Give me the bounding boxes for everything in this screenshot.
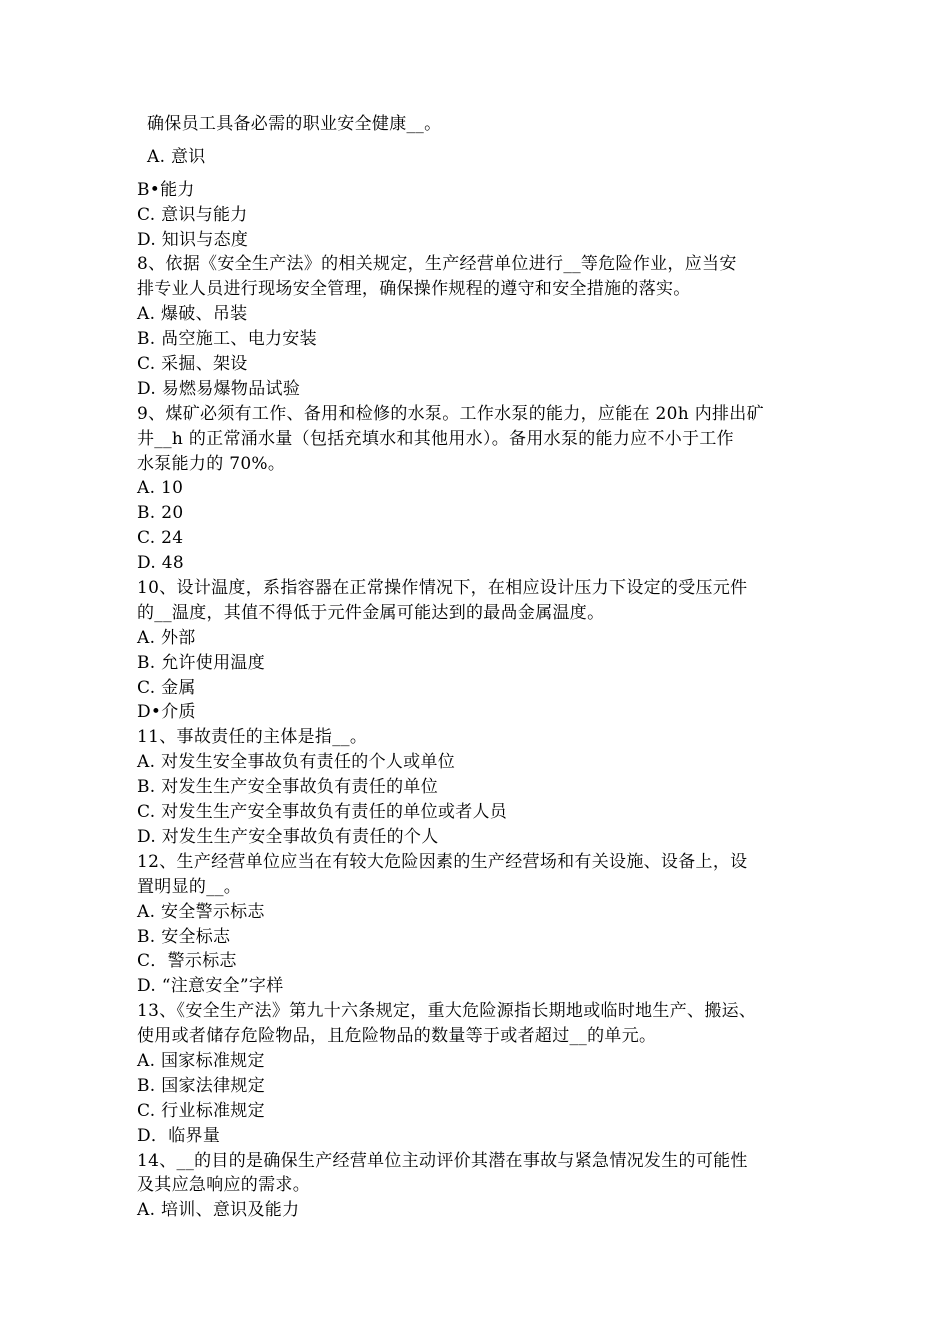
option-line: A. 外部 — [137, 627, 196, 648]
option-line: A. 对发生安全事故负有责任的个人或单位 — [137, 752, 456, 773]
question-line: 11、事故责任的主体是指__。 — [137, 727, 368, 748]
option-line: B. 安全标志 — [137, 926, 231, 947]
option-line: C. 采掘、架设 — [137, 354, 248, 375]
option-line: B. 20 — [137, 503, 184, 524]
option-line: C. 金属 — [137, 677, 196, 698]
option-line: C. 24 — [137, 528, 184, 549]
option-line: A. 爆破、吊装 — [137, 304, 248, 325]
question-line: 14、__的目的是确保生产经营单位主动评价其潜在事故与紧急情况发生的可能性 — [137, 1150, 748, 1171]
option-line: B. 允许使用温度 — [137, 652, 265, 673]
question-stem: 确保员工具备必需的职业安全健康__。 — [147, 114, 442, 134]
option-line: D．临界量 — [137, 1125, 221, 1146]
option-line: D•介质 — [137, 702, 196, 723]
option-line: A. 安全警示标志 — [137, 901, 265, 922]
document-body — [137, 112, 827, 1223]
question-line: 水泵能力的 70%。 — [137, 453, 286, 474]
option-line: A. 意识 — [147, 146, 206, 167]
question-line: 13、《安全生产法》第九十六条规定，重大危险源指长期地或临时地生产、搬运、 — [137, 1001, 757, 1022]
option-line: A. 10 — [137, 478, 184, 499]
option-line: A. 培训、意识及能力 — [137, 1200, 300, 1221]
question-line: 及其应急响应的需求。 — [137, 1175, 310, 1196]
option-line: B. 对发生生产安全事故负有责任的单位 — [137, 777, 438, 798]
option-line: D. “注意安全”字样 — [137, 976, 284, 997]
option-line: C. 对发生生产安全事故负有责任的单位或者人员 — [137, 802, 508, 823]
option-line: C. 意识与能力 — [137, 204, 248, 225]
question-line: 置明显的__。 — [137, 876, 242, 897]
option-line: D. 易燃易爆物品试验 — [137, 378, 301, 399]
option-line: A. 国家标准规定 — [137, 1050, 265, 1071]
question-line: 的__温度，其值不得低于元件金属可能达到的最咼金属温度。 — [137, 602, 605, 623]
question-line: 排专业人员进行现场安全管理，确保操作规程的遵守和安全措施的落实。 — [137, 279, 691, 300]
question-line: 10、设计温度，系指容器在正常操作情况下，在相应设计压力下设定的受压元件 — [137, 578, 748, 599]
option-line: B. 国家法律规定 — [137, 1075, 265, 1096]
option-line: B•能力 — [137, 179, 195, 200]
option-line: D. 对发生生产安全事故负有责任的个人 — [137, 826, 439, 847]
question-line: 使用或者储存危险物品，且危险物品的数量等于或者超过__的单元。 — [137, 1026, 657, 1047]
option-line: D. 48 — [137, 553, 184, 574]
question-line: 12、生产经营单位应当在有较大危险因素的生产经营场和有关设施、设备上，设 — [137, 851, 748, 872]
option-line: D. 知识与态度 — [137, 229, 249, 250]
question-list — [137, 178, 827, 1223]
question-line: 9、煤矿必须有工作、备用和检修的水泵。工作水泵的能力，应能在 20h 内排出矿 — [137, 403, 764, 424]
option-line: C. 行业标准规定 — [137, 1100, 265, 1121]
question-line: 井__h 的正常涌水量（包括充填水和其他用水）。备用水泵的能力应不小于工作 — [137, 428, 734, 449]
option-line: C．警示标志 — [137, 951, 237, 972]
option-line: B. 咼空施工、电力安装 — [137, 329, 317, 350]
question-line: 8、依据《安全生产法》的相关规定，生产经营单位进行__等危险作业，应当安 — [137, 254, 737, 275]
